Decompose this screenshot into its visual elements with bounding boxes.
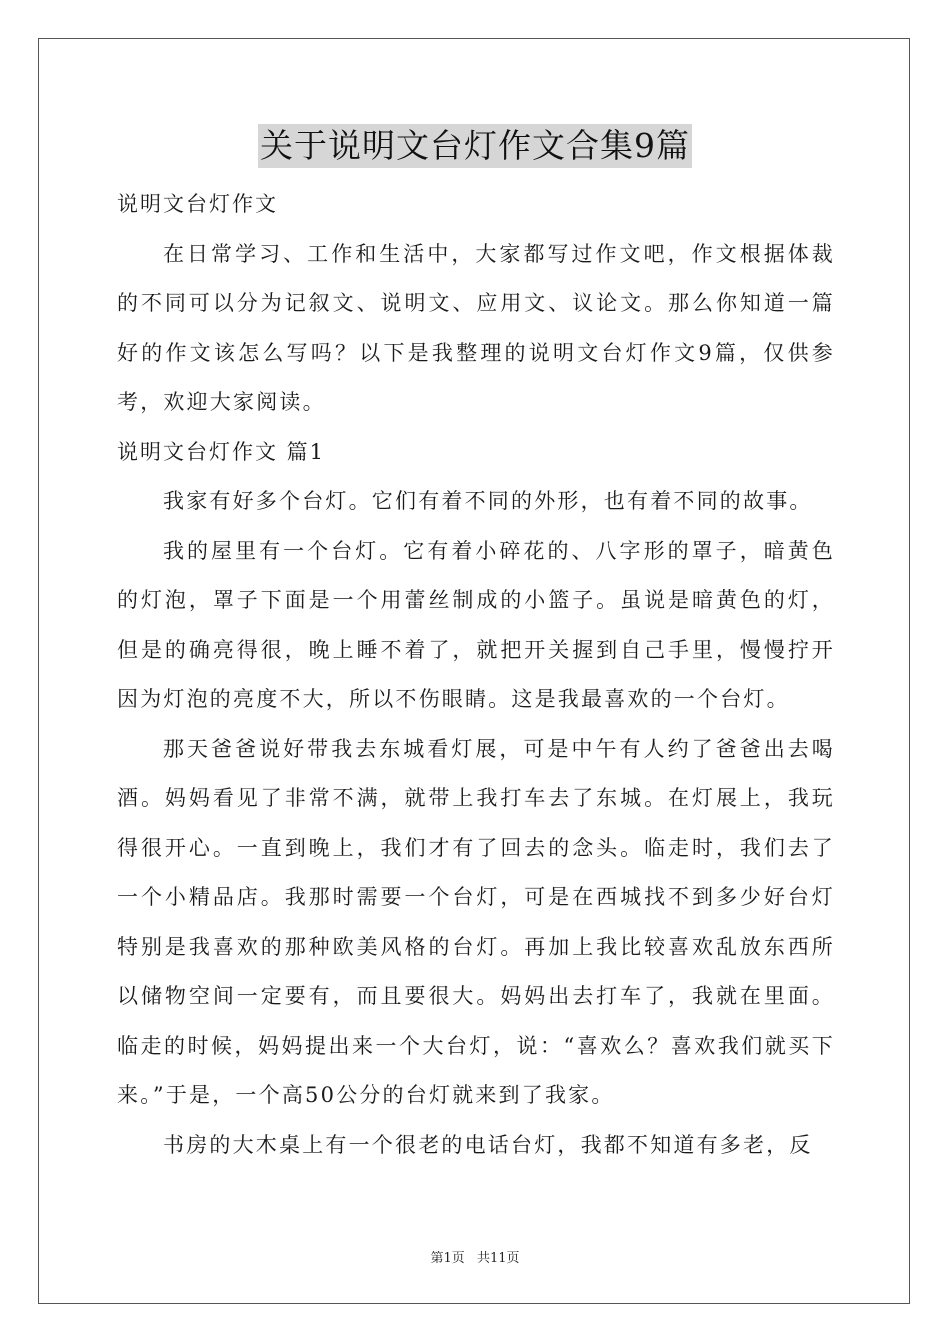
body-paragraph: 我家有好多个台灯。它们有着不同的外形，也有着不同的故事。 bbox=[163, 489, 813, 513]
intro-paragraph: 在日常学习、工作和生活中，大家都写过作文吧，作文根据体裁的不同可以分为记叙文、说明文、应用文、议论文。那么你知道一篇好的作文该怎么写吗？以下是我整理的说明文台灯作文9篇，仅供参考，欢迎大家阅读。 bbox=[117, 241, 835, 414]
page-total: 共11页 bbox=[476, 1251, 520, 1266]
section-heading: 说明文台灯作文 篇1 bbox=[117, 439, 326, 464]
title-wrap bbox=[0, 124, 950, 168]
body-paragraph: 书房的大木桌上有一个很老的电话台灯，我都不知道有多老，反 bbox=[163, 1132, 813, 1157]
body-paragraph: 那天爸爸说好带我去东城看灯展，可是中午有人约了爸爸出去喝酒。妈妈看见了非常不满，就带上我打车去了东城。在灯展上，我玩得很开心。一直到晚上，我们才有了回去的念头。临走时，我们去了一个小精品店。我那时需要一个台灯，可是在西城找不到多少好台灯特别是我喜欢的那种欧美风格的台灯。再加上我比较喜欢乱放东西所以储物空间一定要有，而且要很大。妈妈出去打车了，我就在里面。临走的时候，妈妈提出来一个大台灯，说：“喜欢么？喜欢我们就买下来。”于是，一个高50公分的台灯就来到了我家。 bbox=[117, 736, 835, 1107]
subtitle: 说明文台灯作文 bbox=[117, 192, 278, 216]
page-footer bbox=[0, 1247, 950, 1266]
document-title: 关于说明文台灯作文合集9篇 bbox=[258, 124, 692, 168]
body-paragraph: 我的屋里有一个台灯。它有着小碎花的、八字形的罩子，暗黄色的灯泡，罩子下面是一个用蕾丝制成的小篮子。虽说是暗黄色的灯，但是的确亮得很，晚上睡不着了，就把开关握到自己手里，慢慢拧开因为灯泡的亮度不大，所以不伤眼睛。这是我最喜欢的一个台灯。 bbox=[117, 538, 835, 711]
document-body bbox=[117, 180, 835, 1170]
page-number: 第1页 bbox=[430, 1251, 465, 1266]
